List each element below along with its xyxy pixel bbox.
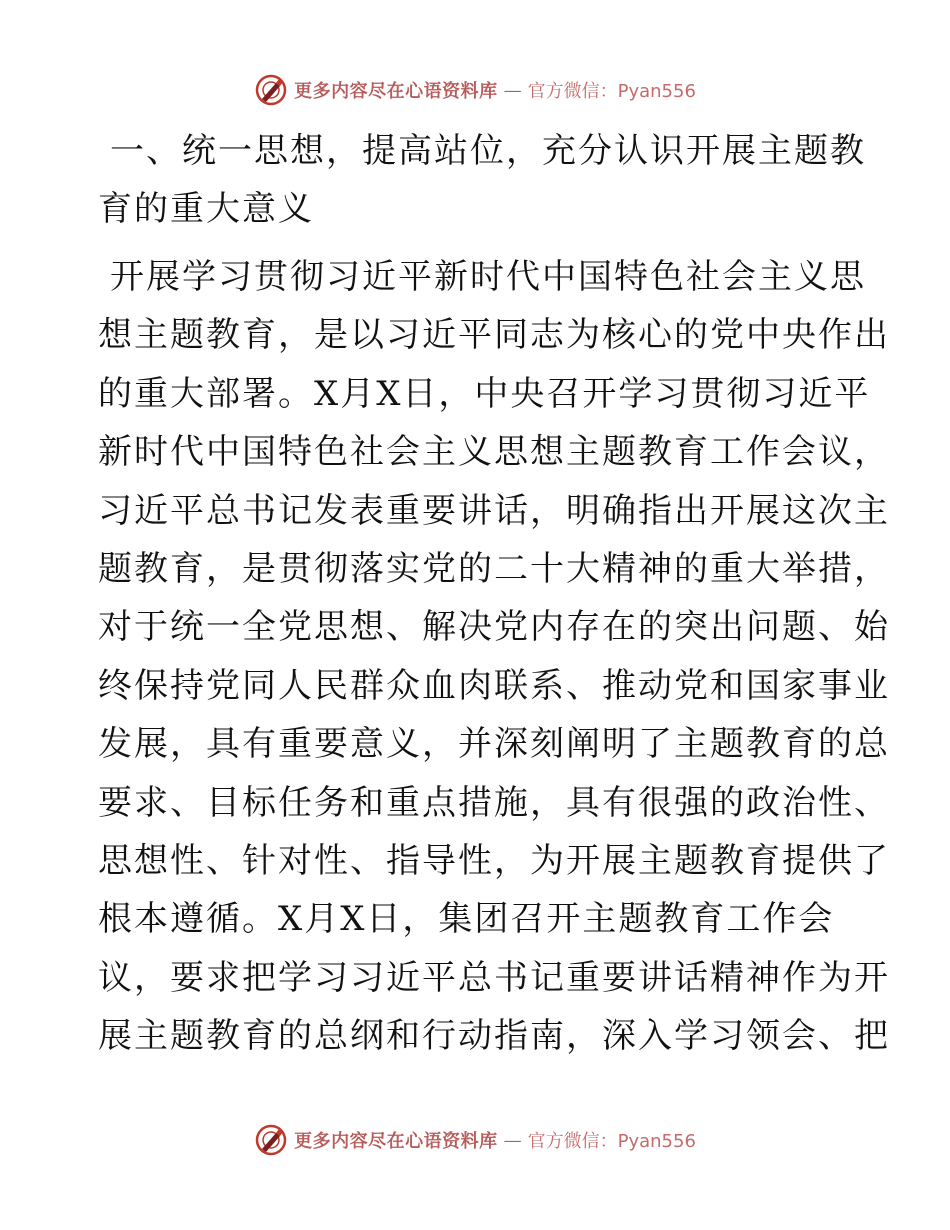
watermark-text: 更多内容尽在心语资料库 [294, 81, 498, 102]
body-line: 的重大部署。X月X日，中央召开学习贯彻习近平 [98, 373, 871, 414]
body-line: 新时代中国特色社会主义思想主题教育工作会议， [98, 432, 890, 473]
body-line: 发展，具有重要意义，并深刻阐明了主题教育的总 [98, 724, 890, 765]
body-line: 思想性、针对性、指导性，为开展主题教育提供了 [98, 841, 890, 882]
heading-line: 育的重大意义 [98, 189, 314, 229]
watermark-separator: — [503, 1129, 522, 1151]
heading-line: 一、统一思想，提高站位，充分认识开展主题教 [110, 131, 866, 171]
pen-logo-icon [254, 1123, 288, 1157]
watermark-separator: — [503, 79, 522, 101]
pen-logo-icon [254, 73, 288, 107]
watermark-wechat: 官方微信：Pyan556 [527, 1131, 696, 1152]
section-heading [98, 122, 866, 238]
watermark-wechat: 官方微信：Pyan556 [527, 81, 696, 102]
header-watermark [0, 70, 950, 110]
body-paragraph [98, 248, 890, 1066]
body-line: 开展学习贯彻习近平新时代中国特色社会主义思 [110, 257, 866, 297]
body-line: 题教育，是贯彻落实党的二十大精神的重大举措， [98, 549, 890, 590]
body-line: 想主题教育，是以习近平同志为核心的党中央作出 [98, 315, 890, 356]
watermark-text: 更多内容尽在心语资料库 [294, 1131, 498, 1152]
body-line: 对于统一全党思想、解决党内存在的突出问题、始 [98, 607, 890, 648]
body-line: 议，要求把学习习近平总书记重要讲话精神作为开 [98, 957, 890, 998]
body-line: 要求、目标任务和重点措施，具有很强的政治性、 [98, 782, 890, 823]
body-line: 根本遵循。X月X日，集团召开主题教育工作会 [98, 899, 835, 940]
body-line: 习近平总书记发表重要讲话，明确指出开展这次主 [98, 490, 890, 531]
footer-watermark [0, 1120, 950, 1160]
body-line: 终保持党同人民群众血肉联系、推动党和国家事业 [98, 665, 890, 706]
body-line: 展主题教育的总纲和行动指南，深入学习领会、把 [98, 1016, 890, 1057]
